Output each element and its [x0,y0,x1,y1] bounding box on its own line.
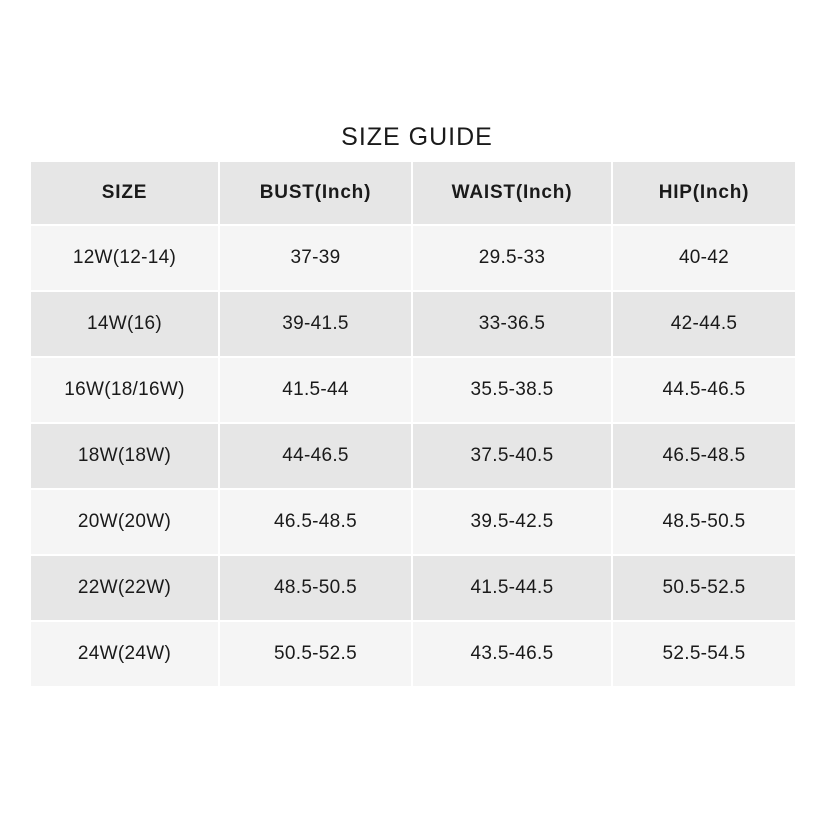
bust-cell: 50.5-52.5 [219,621,412,687]
table-row [30,555,796,621]
bust-cell: 46.5-48.5 [219,489,412,555]
column-header-waist: WAIST(Inch) [412,161,612,225]
size-cell: 20W(20W) [30,489,219,555]
table-row [30,357,796,423]
bust-cell: 41.5-44 [219,357,412,423]
hip-cell: 50.5-52.5 [612,555,796,621]
size-cell: 24W(24W) [30,621,219,687]
size-cell: 22W(22W) [30,555,219,621]
waist-cell: 43.5-46.5 [412,621,612,687]
hip-cell: 46.5-48.5 [612,423,796,489]
waist-cell: 33-36.5 [412,291,612,357]
bust-cell: 37-39 [219,225,412,291]
column-header-bust: BUST(Inch) [219,161,412,225]
table-row [30,225,796,291]
waist-cell: 37.5-40.5 [412,423,612,489]
hip-cell: 44.5-46.5 [612,357,796,423]
size-cell: 16W(18/16W) [30,357,219,423]
bust-cell: 48.5-50.5 [219,555,412,621]
waist-cell: 35.5-38.5 [412,357,612,423]
hip-cell: 42-44.5 [612,291,796,357]
hip-cell: 52.5-54.5 [612,621,796,687]
hip-cell: 48.5-50.5 [612,489,796,555]
size-guide-table [29,160,797,688]
size-cell: 12W(12-14) [30,225,219,291]
bust-cell: 44-46.5 [219,423,412,489]
table-row [30,621,796,687]
size-cell: 18W(18W) [30,423,219,489]
column-header-size: SIZE [30,161,219,225]
waist-cell: 39.5-42.5 [412,489,612,555]
waist-cell: 41.5-44.5 [412,555,612,621]
waist-cell: 29.5-33 [412,225,612,291]
hip-cell: 40-42 [612,225,796,291]
table-header-row [30,161,796,225]
bust-cell: 39-41.5 [219,291,412,357]
table-row [30,489,796,555]
page-title: SIZE GUIDE [341,123,493,151]
table-row [30,423,796,489]
table-row [30,291,796,357]
column-header-hip: HIP(Inch) [612,161,796,225]
size-cell: 14W(16) [30,291,219,357]
